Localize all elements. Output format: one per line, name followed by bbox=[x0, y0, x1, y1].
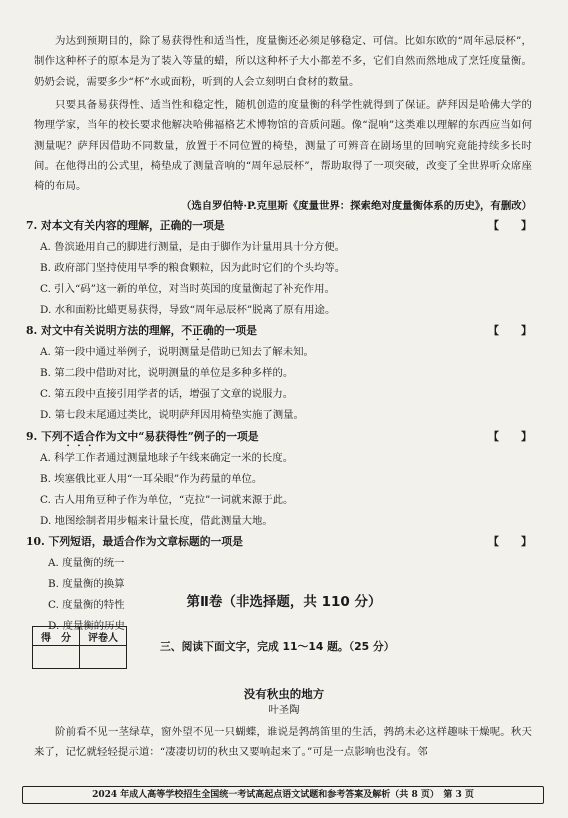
question-9-option-a: A. 科学工作者通过测量地球子午线来确定一米的长度。 bbox=[40, 452, 294, 464]
question-9-option-c: C. 古人用角豆种子作为单位，“克拉”一词就来源于此。 bbox=[40, 494, 294, 506]
question-10-answer-bracket: 【 】 bbox=[488, 535, 532, 548]
question-10-option-b: B. 度量衡的换算 bbox=[48, 578, 125, 590]
passage-paragraph-2: 只要具备易获得性、适当性和稳定性，随机创造的度量衡的科学性就得到了保证。萨拜因是哈佛大学的物理学家，当年的校长要求他解决哈佛福格艺术博物馆的音质问题。像“混响”这类难以理解的东西应当如何测量呢？萨拜因借助不同数量，放置于不同位置的椅垫，测量了可辨音在剧场里的回响究竟能持续多长时间。在他得出的公式里，椅垫成了测量音响的“周年忌辰杯”，帮助取得了一项突破，改变了全世界听众席座椅的布局。 bbox=[34, 99, 532, 193]
question-7-option-d: D. 水和面粉比蜡更易获得，导致“周年忌辰杯”脱离了原有用途。 bbox=[40, 304, 336, 316]
section-3-heading: 三、阅读下面文字，完成 11～14 题。（25 分） bbox=[160, 640, 395, 653]
passage-source: （选自罗伯特·P.克里斯《度量世界：探索绝对度量衡体系的历史》，有删改） bbox=[180, 200, 532, 212]
question-8-answer-bracket: 【 】 bbox=[488, 324, 532, 337]
question-10-option-d: D. 度量衡的历史 bbox=[48, 620, 125, 632]
emphasis-text: 不适合 bbox=[62, 430, 96, 443]
question-10-option-a: A. 度量衡的统一 bbox=[48, 557, 125, 569]
question-9-option-b: B. 埃塞俄比亚人用“一耳朵眼”作为药量的单位。 bbox=[40, 473, 263, 485]
question-7-option-b: B. 政府部门坚持使用早季的粮食颗粒，因为此时它们的个头均等。 bbox=[40, 262, 346, 274]
question-9-answer-bracket: 【 】 bbox=[488, 430, 532, 443]
question-7-stem: 7. 对本文有关内容的理解，正确的一项是 bbox=[26, 219, 225, 232]
question-7-option-a: A. 鲁滨逊用自己的脚进行测量，是由于脚作为计量用具十分方便。 bbox=[40, 241, 346, 253]
question-10-option-c: C. 度量衡的特性 bbox=[48, 599, 125, 611]
grader-cell bbox=[80, 646, 127, 669]
question-7-option-c: C. 引入“码”这一新的单位，对当时英国的度量衡起了补充作用。 bbox=[40, 283, 335, 295]
question-8-option-c: C. 第五段中直接引用学者的话，增强了文章的说服力。 bbox=[40, 388, 294, 400]
question-8-option-a: A. 第一段中通过举例子，说明测量是借助已知去了解未知。 bbox=[40, 346, 314, 358]
section-2-title: 第Ⅱ卷（非选择题，共 110 分） bbox=[186, 594, 382, 610]
question-10-stem: 10. 下列短语，最适合作为文章标题的一项是 bbox=[26, 535, 243, 548]
score-cell bbox=[33, 646, 80, 669]
essay-author: 叶圣陶 bbox=[268, 704, 300, 716]
passage-paragraph-1: 为达到预期目的，除了易获得性和适当性，度量衡还必须足够稳定、可信。比如东欧的“周年忌辰杯”，制作这种杯子的原本是为了装入等量的蜡，所以这种杯子大小都差不多，它们自然而然地成了烹饪度量衡。奶奶会说，需要多少“杯”水或面粉，听到的人会立刻明白食材的数量。 bbox=[34, 35, 532, 88]
question-9-option-d: D. 地图绘制者用步幅来计量长度，借此测量大地。 bbox=[40, 515, 273, 527]
essay-title: 没有秋虫的地方 bbox=[243, 687, 325, 701]
score-header: 得 分 bbox=[33, 627, 80, 646]
score-table bbox=[32, 626, 127, 669]
essay-paragraph-1: 阶前看不见一茎绿草，窗外望不见一只蝴蝶，谁说是鹁鸪笛里的生活，鹁鸪未必这样趣味干燥呢。秋天来了，记忆就轻轻提示道：“凄凄切切的秋虫又要响起来了。”可是一点影响也没有。邻 bbox=[34, 726, 532, 759]
grader-header: 评卷人 bbox=[80, 627, 127, 646]
question-7-answer-bracket: 【 】 bbox=[488, 219, 532, 232]
question-8-stem: 8. 对文中有关说明方法的理解，不正确的一项是 bbox=[26, 324, 257, 337]
question-9-stem: 9. 下列不适合作为文中“易获得性”例子的一项是 bbox=[26, 430, 259, 443]
emphasis-text: 不正确 bbox=[181, 324, 214, 337]
page-footer: 2024 年成人高等学校招生全国统一考试高起点语文试题和参考答案及解析（共 8 页） 第 3 页 bbox=[22, 786, 544, 804]
question-8-option-d: D. 第七段末尾通过类比，说明萨拜因用椅垫实施了测量。 bbox=[40, 409, 304, 421]
question-8-option-b: B. 第二段中借助对比，说明测量的单位是多种多样的。 bbox=[40, 367, 294, 379]
